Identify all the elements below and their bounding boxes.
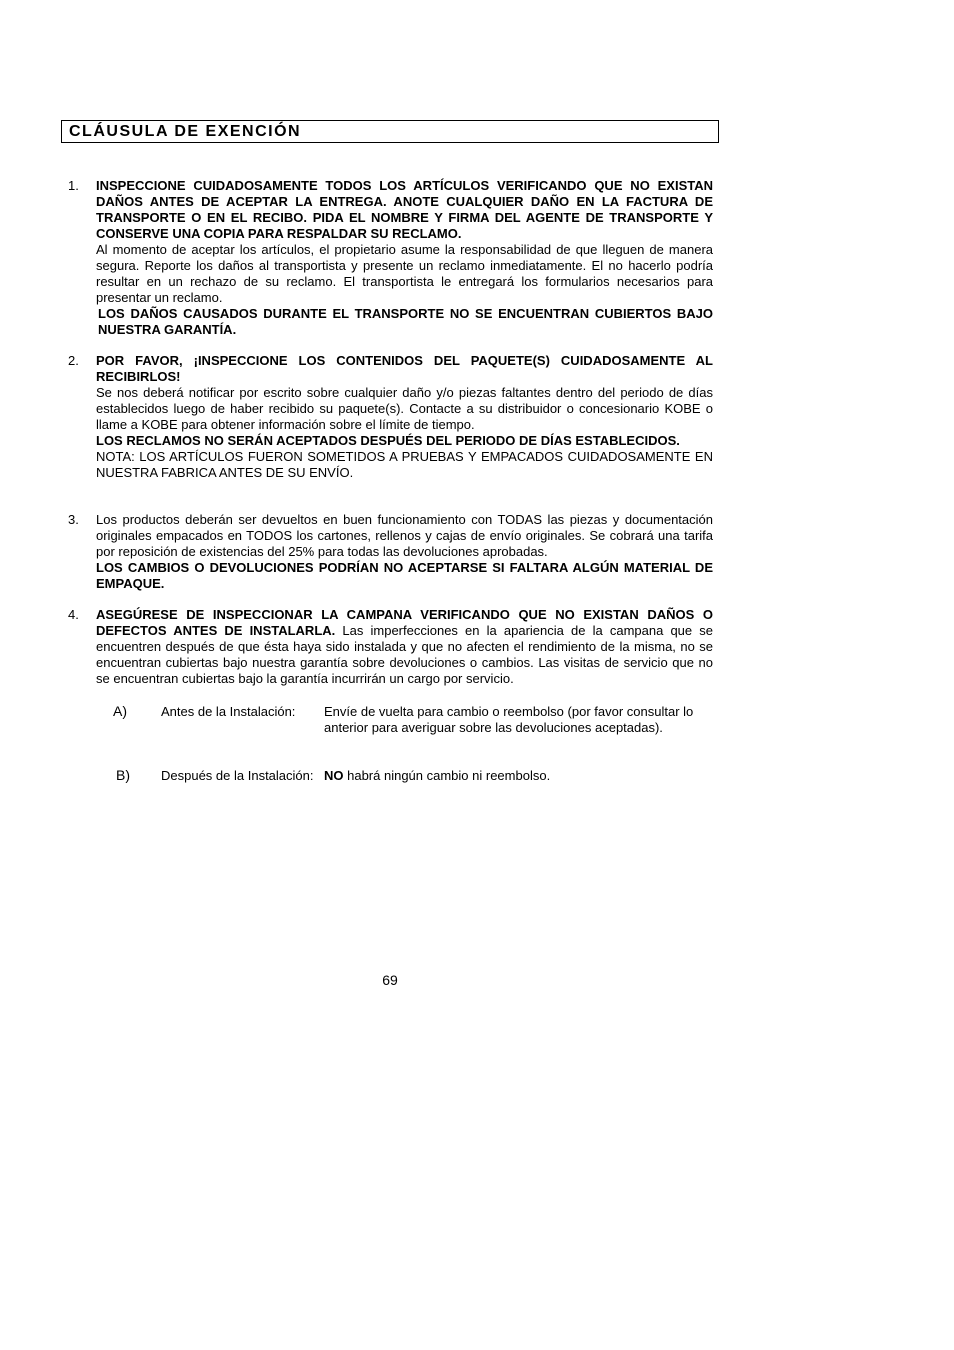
subitem-letter-a: A): [113, 703, 127, 719]
section-title: CLÁUSULA DE EXENCIÓN: [69, 123, 302, 140]
item-bold-intro: ASEGÚRESE DE INSPECCIONAR LA CAMPANA VERIFICANDO QUE NO EXISTAN DAÑOS O DEFECTOS ANTES DE INSTALARLA.: [96, 607, 713, 638]
subitem-label-a: Antes de la Instalación:: [161, 704, 296, 719]
item-bold-end: LOS DAÑOS CAUSADOS DURANTE EL TRANSPORTE NO SE ENCUENTRAN CUBIERTOS BAJO NUESTRA GARANTÍA.: [98, 306, 713, 337]
page-number: 69: [382, 972, 398, 988]
subitem-text-a: Envíe de vuelta para cambio o reembolso (por favor consultar lo anterior para averiguar sobre las devoluciones aceptadas).: [324, 704, 694, 735]
subitem-letter-b: B): [116, 767, 130, 783]
item-text: Se nos deberá notificar por escrito sobre cualquier daño y/o piezas faltantes dentro del periodo de días establecidos luego de haber recibido su paquete(s). Contacte a su distribuidor o concesionario KOBE o llame a KOBE para obtener información sobre el límite de tiempo.: [96, 385, 713, 432]
section-title-box: [61, 120, 719, 143]
item-text: Los productos deberán ser devueltos en buen funcionamiento con TODAS las piezas y documentación originales empacados en TODOS los cartones, rellenos y cajas de envío originales. Se cobrará una tarifa por reposición de existencias del 25% para todas las devoluciones aprobadas.: [96, 512, 713, 559]
item-bold-end: LOS RECLAMOS NO SERÁN ACEPTADOS DESPUÉS DEL PERIODO DE DÍAS ESTABLECIDOS.: [96, 433, 680, 448]
item-number: 1.: [68, 178, 79, 193]
item-number: 2.: [68, 353, 79, 368]
list-item-1: [68, 178, 713, 338]
list-item-2: [68, 353, 713, 481]
item-bold-intro: POR FAVOR, ¡INSPECCIONE LOS CONTENIDOS DEL PAQUETE(S) CUIDADOSAMENTE AL RECIBIRLOS!: [96, 353, 713, 384]
item-text: Las imperfecciones en la apariencia de la campana que se encuentren después de que ésta haya sido instalada y que no afecten el rendimiento de la misma, no se encuentran cubiertas bajo nuestra garantía sobre devoluciones o cambios. Las visitas de servicio que no se encuentran cubiertas bajo la garantía incurrirán un cargo por servicio.: [96, 623, 714, 686]
list-item-3: [68, 512, 713, 592]
subitem-rest-b: habrá ningún cambio ni reembolso.: [343, 768, 551, 783]
list-item-4: [68, 607, 713, 687]
item-number: 4.: [68, 607, 79, 622]
subitem-bold-b: NO: [324, 768, 344, 783]
item-text: Al momento de aceptar los artículos, el propietario asume la responsabilidad de que lleguen de manera segura. Reporte los daños al transportista y presente un reclamo inmediatamente. El no hacerlo podría resultar en un rechazo de su reclamo. El transportista le entregará los formularios necesarios para presentar un reclamo.: [96, 242, 713, 305]
item-number: 3.: [68, 512, 79, 527]
item-bold-end: LOS CAMBIOS O DEVOLUCIONES PODRÍAN NO ACEPTARSE SI FALTARA ALGÚN MATERIAL DE EMPAQUE.: [96, 560, 713, 591]
item-bold-intro: INSPECCIONE CUIDADOSAMENTE TODOS LOS ARTÍCULOS VERIFICANDO QUE NO EXISTAN DAÑOS ANTES DE ACEPTAR LA ENTREGA. ANOTE CUALQUIER DAÑO EN LA FACTURA DE TRANSPORTE O EN EL RECIBO. PIDA EL NOMBRE Y FIRMA DEL AGENTE DE TRANSPORTE Y CONSERVE UNA COPIA PARA RESPALDAR SU RECLAMO.: [96, 178, 713, 241]
item-note: NOTA: LOS ARTÍCULOS FUERON SOMETIDOS A PRUEBAS Y EMPACADOS CUIDADOSAMENTE EN NUESTRA FABRICA ANTES DE SU ENVÍO.: [96, 449, 713, 480]
subitem-label-b: Después de la Instalación:: [161, 768, 314, 783]
subitem-text-b: [324, 768, 550, 784]
